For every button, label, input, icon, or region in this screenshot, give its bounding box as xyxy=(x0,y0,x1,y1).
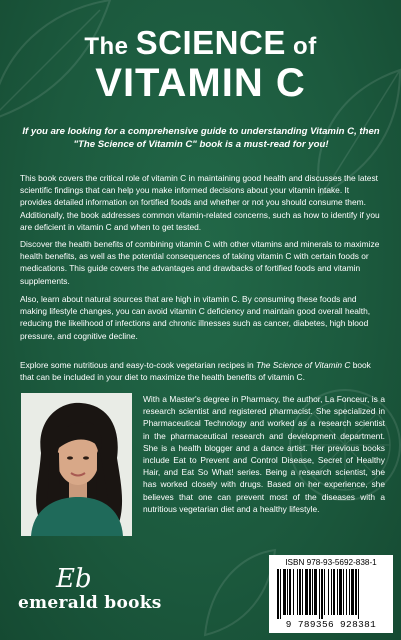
isbn-label: ISBN 978-93-5692-838-1 xyxy=(285,558,377,567)
author-bio: With a Master's degree in Pharmacy, the author, La Fonceur, is a research scientist and registered pharmacist. She specialized in Pharmaceutical Technology and worked as a research scientist in the pharmaceutical research and development department. She is a health blogger and a dance artist. Her previous books include Eat to Prevent and Control Disease, Secret of Healthy Hair, and Eat So What! series. Being a research scientist, she has worked closely with drugs. Based on her experience, she believes that one can prevent most of the diseases with a nutritious vegetarian diet and a healthy lifestyle. xyxy=(143,394,385,514)
isbn-digits: 9 789356 928381 xyxy=(285,619,377,630)
description-paragraph-3: Also, learn about natural sources that are high in vitamin C. By consuming these foods and making lifestyle changes, you can avoid vitamin C deficiency and maintain good overall health, reducing the likelihood of infections and chronic illnesses such as cancer, diabetes, high blood pressure, and cognitive decline. xyxy=(20,294,371,341)
author-portrait-icon xyxy=(21,393,132,536)
description-paragraph-2: Discover the health benefits of combining vitamin C with other vitamins and minerals to maximize health benefits, as well as the potential consequences of taking vitamin C with certain foods or medications. This guide covers the advantages and drawbacks of fortified foods and vitamin supplements. xyxy=(20,239,380,286)
publisher-logo xyxy=(18,566,188,613)
book-title xyxy=(0,26,401,103)
intro-tagline: If you are looking for a comprehensive guide to understanding Vitamin C, then "The Science of Vitamin C" book is a must-read for you! xyxy=(22,126,380,150)
p4-text-before: Explore some nutritious and easy-to-cook vegetarian recipes in xyxy=(20,360,257,370)
author-photo xyxy=(21,393,132,536)
p4-text-after: book that can be included in your diet to maximize the health benefits of vitamin C. xyxy=(20,360,371,383)
title-vitamin-c: VITAMIN C xyxy=(95,61,306,105)
isbn-barcode xyxy=(269,555,393,633)
publisher-name: emerald books xyxy=(18,593,162,613)
barcode-bars-icon xyxy=(277,569,385,619)
title-science: SCIENCE xyxy=(135,24,286,61)
publisher-mark: Eb xyxy=(56,564,92,594)
title-suffix: of xyxy=(285,33,317,60)
leaf-decoration-icon xyxy=(200,545,280,640)
description-paragraph-4 xyxy=(20,359,382,383)
title-prefix: The xyxy=(84,33,136,60)
p4-book-title: The Science of Vitamin C xyxy=(256,360,351,370)
description-paragraph-1: This book covers the critical role of vitamin C in maintaining good health and discusses the latest scientific findings that can help you make informed decisions about your vitamin intake. It provides detailed information on fortified foods and whether or not you should consume them. Additionally, the book addresses common vitamin-related concerns, such as how to identify if you are deficient in vitamin C and when to get tested. xyxy=(20,173,380,232)
